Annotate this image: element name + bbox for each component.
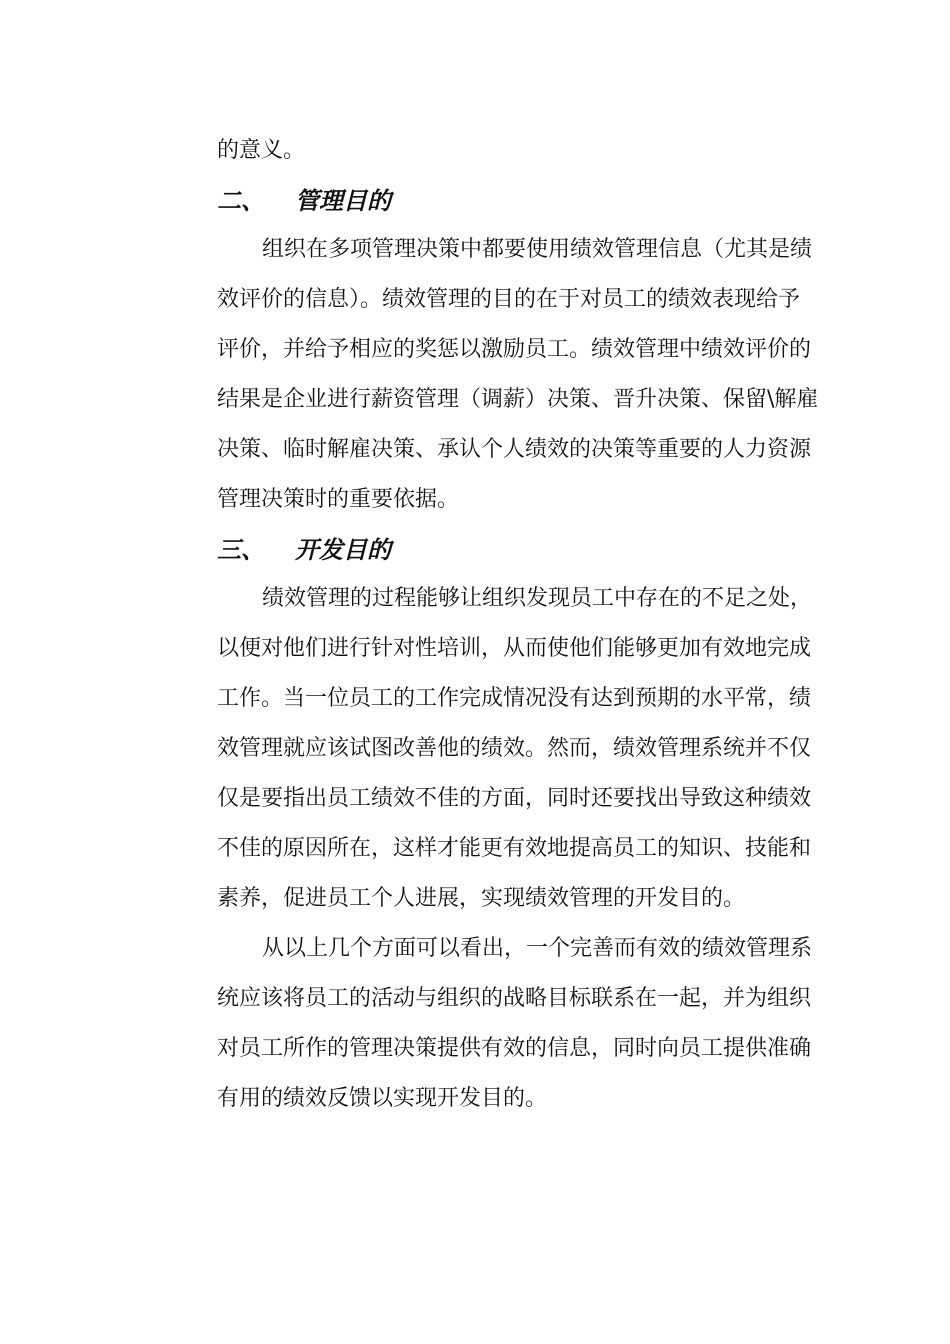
text-line: 的意义。 xyxy=(217,138,306,163)
section-number: 二、 xyxy=(217,187,265,215)
section-title: 开发目的 xyxy=(295,536,391,564)
text-line: 工作。当一位员工的工作完成情况没有达到预期的水平常，绩 xyxy=(217,686,812,711)
section-heading-3 xyxy=(217,534,391,566)
text-line: 统应该将员工的活动与组织的战略目标联系在一起，并为组织 xyxy=(217,986,812,1011)
text-line: 效管理就应该试图改善他的绩效。然而，绩效管理系统并不仅 xyxy=(217,736,812,761)
section-number: 三、 xyxy=(217,536,265,564)
text-line: 效评价的信息）。绩效管理的目的在于对员工的绩效表现给予 xyxy=(217,287,801,312)
text-line: 绩效管理的过程能够让组织发现员工中存在的不足之处， xyxy=(262,586,813,611)
text-line: 组织在多项管理决策中都要使用绩效管理信息（尤其是绩 xyxy=(262,237,813,262)
text-line: 仅是要指出员工绩效不佳的方面，同时还要找出导致这种绩效 xyxy=(217,786,812,811)
text-line: 结果是企业进行薪资管理（调薪）决策、晋升决策、保留\解雇 xyxy=(217,387,819,412)
text-line: 对员工所作的管理决策提供有效的信息，同时向员工提供准确 xyxy=(217,1036,812,1061)
text-line: 素养，促进员工个人进展，实现绩效管理的开发目的。 xyxy=(217,886,746,911)
text-line: 决策、临时解雇决策、承认个人绩效的决策等重要的人力资源 xyxy=(217,437,812,462)
text-line: 管理决策时的重要依据。 xyxy=(217,487,460,512)
text-line: 以便对他们进行针对性培训，从而使他们能够更加有效地完成 xyxy=(217,636,812,661)
text-line: 评价，并给予相应的奖惩以激励员工。绩效管理中绩效评价的 xyxy=(217,337,812,362)
section-title: 管理目的 xyxy=(295,187,391,215)
text-line: 不佳的原因所在，这样才能更有效地提高员工的知识、技能和 xyxy=(217,836,812,861)
text-line: 从以上几个方面可以看出，一个完善而有效的绩效管理系 xyxy=(262,936,813,961)
section-heading-2 xyxy=(217,185,391,217)
text-line: 有用的绩效反馈以实现开发目的。 xyxy=(217,1086,548,1111)
